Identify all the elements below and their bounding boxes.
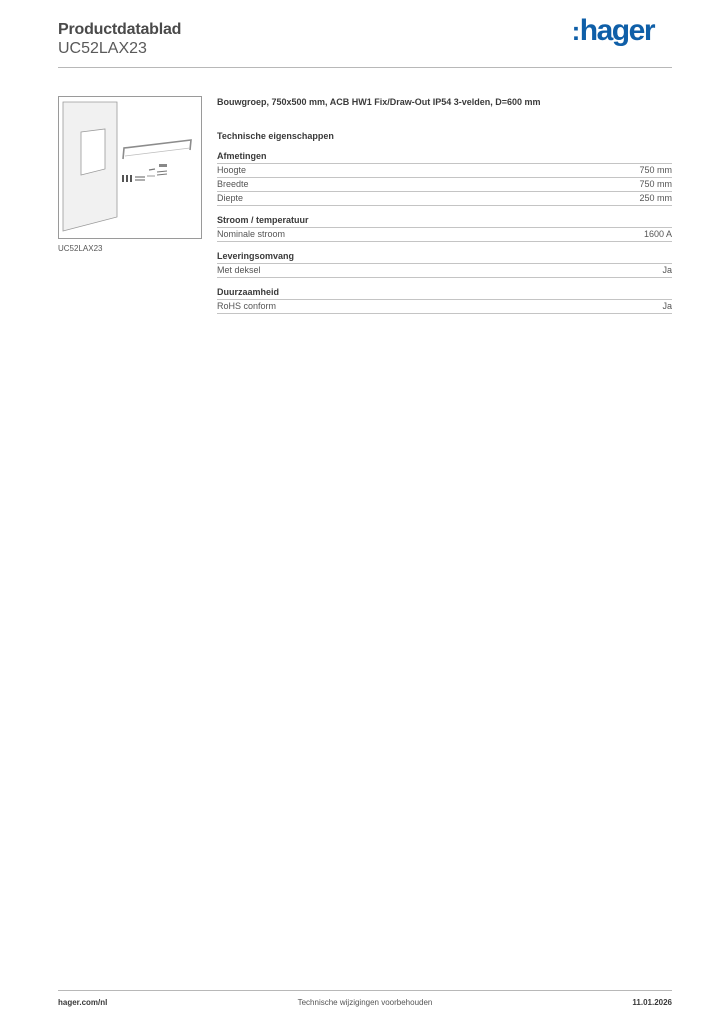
spec-row-rohs xyxy=(217,300,672,314)
technical-properties-title: Technische eigenschappen xyxy=(217,131,334,141)
logo-dots-icon: : xyxy=(571,16,579,46)
spec-value: 250 mm xyxy=(639,193,672,203)
section-title: Stroom / temperatuur xyxy=(217,215,672,228)
product-image xyxy=(58,96,202,239)
section-sustainability xyxy=(217,287,672,314)
document-header xyxy=(58,20,181,58)
hager-logo xyxy=(572,14,654,48)
spec-row-height xyxy=(217,164,672,178)
spec-label: Met deksel xyxy=(217,265,261,275)
product-illustration xyxy=(59,97,201,238)
footer-notice: Technische wijzigingen voorbehouden xyxy=(297,998,433,1007)
document-title: Productdatablad xyxy=(58,21,182,38)
logo-text: hager xyxy=(579,14,654,47)
spec-value: Ja xyxy=(662,301,672,311)
spec-label: Nominale stroom xyxy=(217,229,286,239)
section-dimensions xyxy=(217,151,672,206)
spec-row-depth xyxy=(217,192,672,206)
section-current-temperature xyxy=(217,215,672,242)
spec-label: Diepte xyxy=(217,193,244,203)
product-description: Bouwgroep, 750x500 mm, ACB HW1 Fix/Draw-Out IP54 3-velden, D=600 mm xyxy=(217,97,541,107)
page-footer xyxy=(58,998,672,1010)
footer-date: 11.01.2026 xyxy=(632,998,672,1007)
spec-row-width xyxy=(217,178,672,192)
spec-label: Breedte xyxy=(217,179,249,189)
section-title: Duurzaamheid xyxy=(217,287,672,300)
spec-label: RoHS conform xyxy=(217,301,277,311)
section-title: Leveringsomvang xyxy=(217,251,672,264)
spec-label: Hoogte xyxy=(217,165,247,175)
section-title: Afmetingen xyxy=(217,151,672,164)
spec-value: 1600 A xyxy=(643,229,672,239)
spec-value: 750 mm xyxy=(639,165,672,175)
footer-divider xyxy=(58,990,672,991)
product-code: UC52LAX23 xyxy=(58,40,147,57)
spec-value: Ja xyxy=(662,265,672,275)
website-link[interactable]: hager.com/nl xyxy=(58,998,108,1007)
header-divider xyxy=(58,67,672,68)
spec-value: 750 mm xyxy=(639,179,672,189)
product-details xyxy=(217,96,672,314)
spec-row-rated-current xyxy=(217,228,672,242)
spec-row-with-cover xyxy=(217,264,672,278)
section-scope-of-delivery xyxy=(217,251,672,278)
image-caption: UC52LAX23 xyxy=(58,244,103,253)
